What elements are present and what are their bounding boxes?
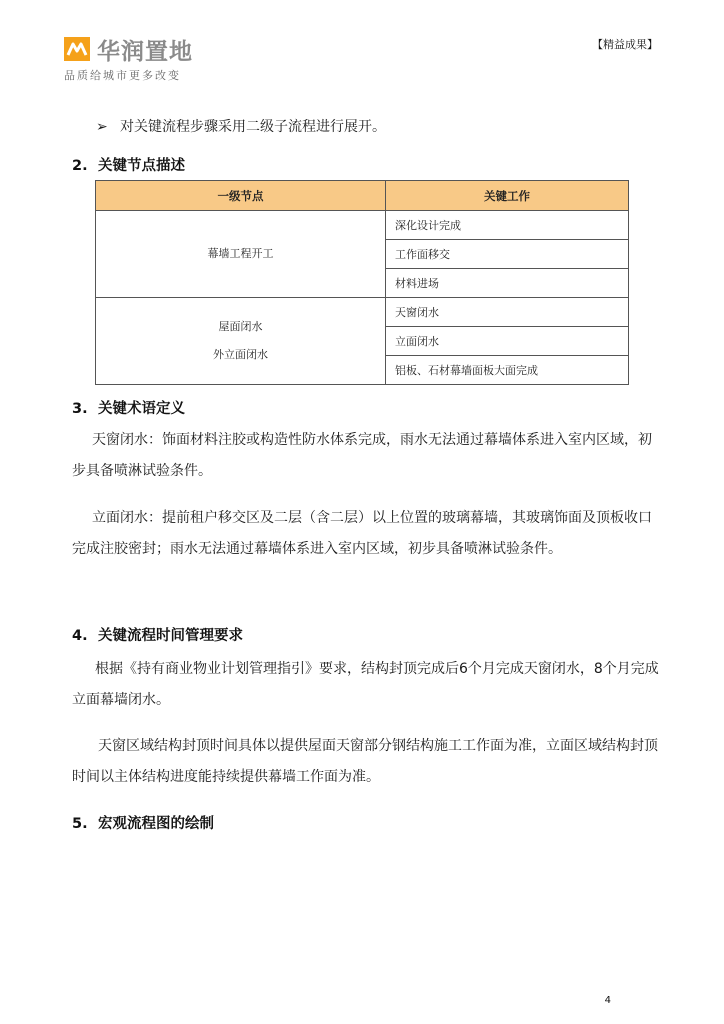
definition-skylight: 天窗闭水：饰面材料注胶或构造性防水体系完成，雨水无法通过幕墙体系进入室内区域，初步具备喷淋试验条件。 (72, 432, 652, 479)
key-work-cell: 材料进场 (386, 269, 629, 298)
column-header-level1: 一级节点 (96, 181, 386, 211)
section-number: 5. (72, 816, 88, 832)
time-requirement-2: 天窗区域结构封顶时间具体以提供屋面天窗部分钢结构施工工作面为准，立面区域结构封顶时间以主体结构进度能持续提供幕墙工作面为准。 (72, 738, 658, 785)
level1-node-text: 屋面闭水 (218, 320, 263, 333)
key-work-cell: 深化设计完成 (386, 211, 629, 240)
page-number: 4 (604, 995, 611, 1006)
table-row (96, 298, 629, 327)
key-work-cell: 铝板、石材幕墙面板大面完成 (386, 356, 629, 385)
level1-node-text: 幕墙工程开工 (207, 247, 274, 260)
section-title: 关键术语定义 (98, 401, 185, 417)
section-number: 3. (72, 401, 88, 417)
section-heading-2 (72, 154, 185, 175)
brand-name: 华润置地 (97, 39, 193, 65)
column-header-works: 关键工作 (386, 181, 629, 211)
section-heading-4 (72, 624, 243, 645)
section-title: 关键节点描述 (98, 158, 185, 174)
section-number: 2. (72, 158, 88, 174)
key-nodes-table (95, 180, 629, 385)
key-work-cell: 立面闭水 (386, 327, 629, 356)
section-title: 关键流程时间管理要求 (98, 628, 243, 644)
definition-facade: 立面闭水：提前租户移交区及二层（含二层）以上位置的玻璃幕墙，其玻璃饰面及顶板收口完成注胶密封；雨水无法通过幕墙体系进入室内区域，初步具备喷淋试验条件。 (72, 510, 652, 557)
table-row (96, 211, 629, 240)
table-header-row (96, 181, 629, 211)
section-heading-5 (72, 812, 214, 833)
section-heading-3 (72, 397, 185, 418)
logo-mark-icon (64, 37, 90, 61)
time-requirement-1: 根据《持有商业物业计划管理指引》要求，结构封顶完成后6个月完成天窗闭水，8个月完成立面幕墙闭水。 (72, 661, 659, 708)
bullet-arrow-icon: ➢ (96, 119, 108, 135)
level1-node-cell (96, 298, 386, 385)
header-tag: 【精益成果】 (592, 38, 658, 51)
key-work-cell: 工作面移交 (386, 240, 629, 269)
section-title: 宏观流程图的绘制 (98, 816, 214, 832)
intro-bullet-text: 对关键流程步骤采用二级子流程进行展开。 (120, 119, 386, 135)
brand-slogan: 品质给城市更多改变 (64, 69, 181, 82)
section-number: 4. (72, 628, 88, 644)
level1-node-text: 外立面闭水 (213, 348, 268, 361)
intro-bullet (96, 116, 386, 136)
level1-node-cell (96, 211, 386, 298)
key-work-cell: 天窗闭水 (386, 298, 629, 327)
